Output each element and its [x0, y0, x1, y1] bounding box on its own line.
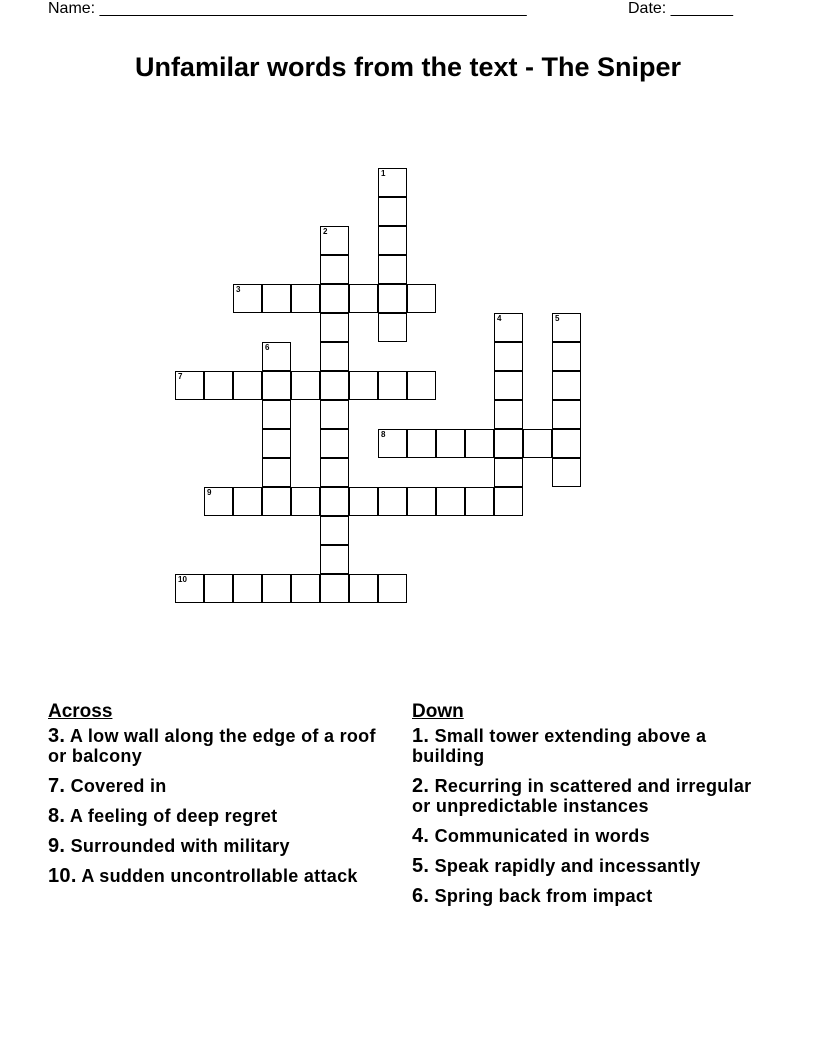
- clue-number: 9: [207, 488, 212, 497]
- crossword-cell[interactable]: [320, 516, 349, 545]
- page-title: Unfamilar words from the text - The Sniper: [134, 52, 682, 82]
- crossword-cell[interactable]: [436, 429, 465, 458]
- crossword-cell[interactable]: [378, 574, 407, 603]
- crossword-cell[interactable]: [262, 487, 291, 516]
- crossword-cell[interactable]: [262, 400, 291, 429]
- crossword-cell[interactable]: [407, 429, 436, 458]
- crossword-cell[interactable]: [262, 284, 291, 313]
- crossword-cell[interactable]: [552, 458, 581, 487]
- crossword-cell[interactable]: [349, 284, 378, 313]
- crossword-cell[interactable]: [378, 429, 407, 458]
- down-clue: 5. Speak rapidly and incessantly: [412, 855, 701, 877]
- crossword-cell[interactable]: [494, 313, 523, 342]
- across-clue: 9. Surrounded with military: [48, 835, 290, 857]
- crossword-cell[interactable]: [320, 284, 349, 313]
- crossword-cell[interactable]: [291, 371, 320, 400]
- crossword-cell[interactable]: [175, 574, 204, 603]
- clue-number: 7: [178, 372, 183, 381]
- clue-number: 4: [497, 314, 502, 323]
- across-clue: 7. Covered in: [48, 775, 167, 797]
- crossword-cell[interactable]: [291, 487, 320, 516]
- crossword-cell[interactable]: [436, 487, 465, 516]
- crossword-cell[interactable]: [291, 574, 320, 603]
- across-clue: 8. A feeling of deep regret: [48, 805, 278, 827]
- crossword-cell[interactable]: [552, 371, 581, 400]
- crossword-cell[interactable]: [262, 574, 291, 603]
- crossword-cell[interactable]: [204, 371, 233, 400]
- crossword-cell[interactable]: [320, 371, 349, 400]
- crossword-cell[interactable]: [378, 371, 407, 400]
- crossword-cell[interactable]: [378, 226, 407, 255]
- crossword-cell[interactable]: [407, 487, 436, 516]
- crossword-cell[interactable]: [378, 487, 407, 516]
- down-clue: 4. Communicated in words: [412, 825, 650, 847]
- across-clue: 10. A sudden uncontrollable attack: [48, 865, 358, 887]
- clue-number: 1: [381, 169, 386, 178]
- crossword-cell[interactable]: [233, 284, 262, 313]
- crossword-cell[interactable]: [204, 574, 233, 603]
- clue-number: 10: [178, 575, 187, 584]
- crossword-cell[interactable]: [320, 545, 349, 574]
- crossword-cell[interactable]: [494, 458, 523, 487]
- crossword-cell[interactable]: [320, 574, 349, 603]
- down-clue: 1. Small tower extending above a building: [412, 725, 707, 766]
- crossword-cell[interactable]: [320, 400, 349, 429]
- clue-number: 3: [236, 285, 241, 294]
- crossword-cell[interactable]: [552, 342, 581, 371]
- clue-number: 2: [323, 227, 328, 236]
- crossword-cell[interactable]: [552, 400, 581, 429]
- crossword-cell[interactable]: [320, 487, 349, 516]
- across-clue: 3. A low wall along the edge of a roof or balcony: [48, 725, 376, 766]
- down-clues: [412, 700, 752, 916]
- down-clue: 6. Spring back from impact: [412, 885, 653, 907]
- down-heading: Down: [412, 701, 464, 722]
- crossword-cell[interactable]: [262, 371, 291, 400]
- crossword-cell[interactable]: [349, 574, 378, 603]
- crossword-cell[interactable]: [262, 342, 291, 371]
- crossword-cell[interactable]: [320, 255, 349, 284]
- crossword-cell[interactable]: [291, 284, 320, 313]
- crossword-cell[interactable]: [378, 313, 407, 342]
- crossword-cell[interactable]: [349, 487, 378, 516]
- crossword-cell[interactable]: [494, 342, 523, 371]
- crossword-cell[interactable]: [494, 487, 523, 516]
- crossword-cell[interactable]: [233, 487, 262, 516]
- crossword-cell[interactable]: [465, 487, 494, 516]
- crossword-cell[interactable]: [378, 197, 407, 226]
- crossword-cell[interactable]: [407, 371, 436, 400]
- crossword-cell[interactable]: [378, 168, 407, 197]
- clue-number: 5: [555, 314, 560, 323]
- across-heading: Across: [48, 701, 113, 722]
- crossword-cell[interactable]: [233, 371, 262, 400]
- crossword-cell[interactable]: [494, 400, 523, 429]
- crossword-cell[interactable]: [494, 429, 523, 458]
- crossword-cell[interactable]: [320, 342, 349, 371]
- crossword-cell[interactable]: [349, 371, 378, 400]
- crossword-cell[interactable]: [465, 429, 494, 458]
- crossword-cell[interactable]: [262, 429, 291, 458]
- crossword-cell[interactable]: [320, 226, 349, 255]
- crossword-cell[interactable]: [378, 255, 407, 284]
- crossword-cell[interactable]: [262, 458, 291, 487]
- clue-number: 8: [381, 430, 386, 439]
- crossword-cell[interactable]: [233, 574, 262, 603]
- crossword-cell[interactable]: [320, 458, 349, 487]
- name-field-label: Name: ________________________________________________: [48, 0, 527, 17]
- crossword-cell[interactable]: [407, 284, 436, 313]
- crossword-cell[interactable]: [552, 313, 581, 342]
- crossword-cell[interactable]: [320, 429, 349, 458]
- crossword-cell[interactable]: [523, 429, 552, 458]
- crossword-cell[interactable]: [175, 371, 204, 400]
- crossword-cell[interactable]: [204, 487, 233, 516]
- clue-number: 6: [265, 343, 270, 352]
- across-clues: [48, 700, 383, 896]
- crossword-cell[interactable]: [378, 284, 407, 313]
- crossword-cell[interactable]: [320, 313, 349, 342]
- crossword-cell[interactable]: [552, 429, 581, 458]
- crossword-cell[interactable]: [494, 371, 523, 400]
- down-clue: 2. Recurring in scattered and irregular or unpredictable instances: [412, 775, 752, 816]
- date-field-label: Date: _______: [628, 0, 733, 17]
